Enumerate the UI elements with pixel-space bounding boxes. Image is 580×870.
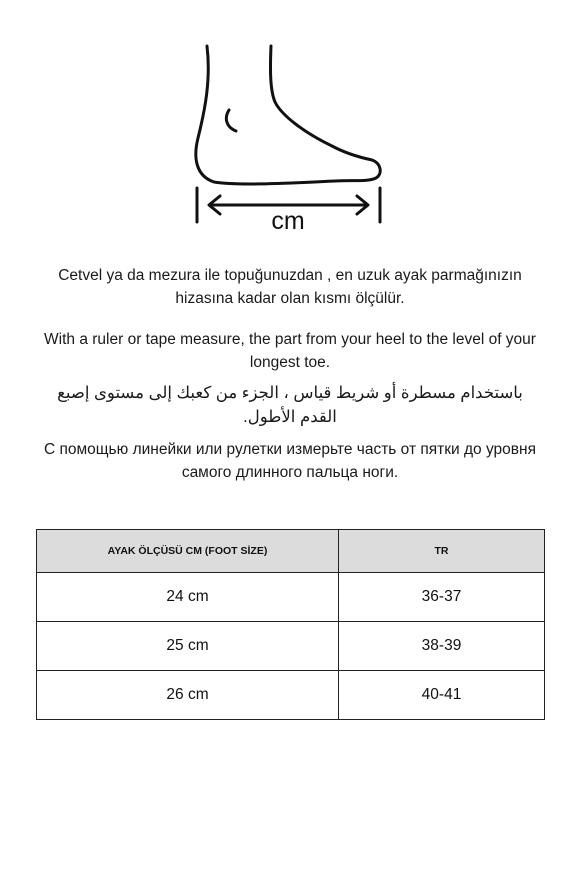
instruction-turkish: Cetvel ya da mezura ile topuğunuzdan , en uzuk ayak parmağınızın hizasına kadar olan kısmı ölçülür. bbox=[58, 267, 522, 307]
unit-label: cm bbox=[271, 207, 305, 235]
foot-measure-illustration bbox=[0, 0, 580, 250]
table-row bbox=[37, 622, 545, 671]
instruction-arabic: باستخدام مسطرة أو شريط قياس ، الجزء من كعبك إلى مستوى إصبع القدم الأطول. bbox=[57, 384, 523, 426]
instruction-english: With a ruler or tape measure, the part from your heel to the level of your longest toe. bbox=[44, 331, 536, 371]
instruction-russian: С помощью линейки или рулетки измерьте часть от пятки до уровня самого длинного пальца ноги. bbox=[44, 441, 536, 481]
tr-size-cell: 36-37 bbox=[339, 573, 545, 622]
table-header-row bbox=[37, 530, 545, 573]
foot-size-cell: 24 cm bbox=[37, 573, 339, 622]
table-row bbox=[37, 671, 545, 720]
tr-size-cell: 38-39 bbox=[339, 622, 545, 671]
header-tr-size: TR bbox=[339, 530, 545, 573]
header-foot-size: AYAK ÖLÇÜSÜ CM (FOOT SİZE) bbox=[37, 530, 339, 573]
foot-size-cell: 26 cm bbox=[37, 671, 339, 720]
tr-size-cell: 40-41 bbox=[339, 671, 545, 720]
foot-size-cell: 25 cm bbox=[37, 622, 339, 671]
size-table bbox=[36, 529, 545, 720]
table-row bbox=[37, 573, 545, 622]
